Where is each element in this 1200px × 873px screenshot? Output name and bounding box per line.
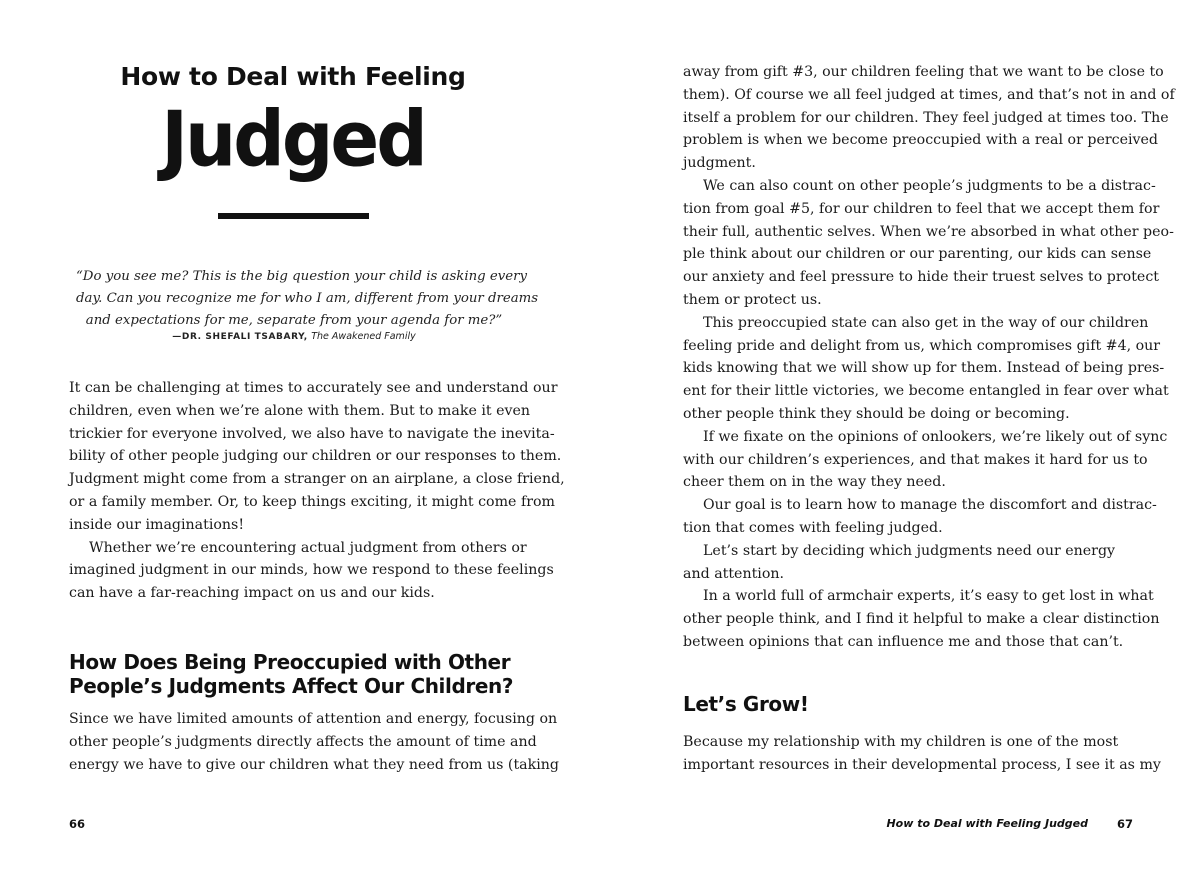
right-body-text-2 <box>683 731 1161 777</box>
body-line: can have a far-reaching impact on us and our kids. <box>69 585 435 602</box>
body-line: tion from goal #5, for our children to feel that we accept them for <box>683 200 1160 217</box>
body-line: kids knowing that we will show up for them. Instead of being pres- <box>683 360 1165 377</box>
body-line: trickier for everyone involved, we also have to navigate the inevita- <box>69 425 555 442</box>
chapter-title: Judged <box>161 94 425 184</box>
body-line: children, even when we’re alone with them. But to make it even <box>69 402 531 419</box>
body-line: ent for their little victories, we become entangled in fear over what <box>683 383 1169 400</box>
chapter-kicker: How to Deal with Feeling <box>120 62 466 91</box>
body-line: In a world full of armchair experts, it’s easy to get lost in what <box>703 588 1154 605</box>
body-line: with our children’s experiences, and that makes it hard for us to <box>683 451 1148 468</box>
body-line: Our goal is to learn how to manage the discomfort and distrac- <box>703 497 1157 514</box>
body-line: energy we have to give our children what they need from us (taking <box>69 756 559 773</box>
body-line: ple think about our children or our parenting, our kids can sense <box>683 246 1152 263</box>
right-page <box>600 0 1200 873</box>
body-line: problem is when we become preoccupied with a real or perceived <box>683 132 1158 149</box>
body-line: If we fixate on the opinions of onlookers, we’re likely out of sync <box>703 428 1168 445</box>
epigraph-line: and expectations for me, separate from your agenda for me?” <box>85 313 503 328</box>
section-heading-preoccupied <box>69 650 529 698</box>
body-line: away from gift #3, our children feeling that we want to be close to <box>683 64 1164 80</box>
title-underline-rule <box>218 213 369 219</box>
page-number-left: 66 <box>69 817 86 831</box>
body-line: It can be challenging at times to accurately see and understand our <box>69 380 558 396</box>
body-line: or a family member. Or, to keep things exciting, it might come from <box>69 493 555 510</box>
epigraph-book-title: The Awakened Family <box>311 331 416 342</box>
epigraph-line: day. Can you recognize me for who I am, different from your dreams <box>76 291 539 306</box>
body-line: cheer them on in the way they need. <box>683 474 946 491</box>
body-line: This preoccupied state can also get in the way of our children <box>703 314 1149 331</box>
body-line: We can also count on other people’s judgments to be a distrac- <box>703 177 1156 194</box>
body-line: other people think, and I find it helpful to make a clear distinction <box>683 611 1160 628</box>
body-line: and attention. <box>683 565 785 582</box>
right-body-text <box>683 61 1175 654</box>
page-number-right: 67 <box>1117 817 1134 831</box>
body-line: judgment. <box>683 155 756 172</box>
body-line: our anxiety and feel pressure to hide their truest selves to protect <box>683 269 1159 286</box>
body-line: imagined judgment in our minds, how we respond to these feelings <box>69 562 554 579</box>
epigraph-quote <box>76 266 539 332</box>
section-heading-lets-grow: Let’s Grow! <box>683 692 809 716</box>
body-line: Because my relationship with my children is one of the most <box>683 734 1119 750</box>
body-line: Let’s start by deciding which judgments need our energy <box>703 542 1116 559</box>
body-line: between opinions that can influence me and those that can’t. <box>683 633 1124 650</box>
body-line: inside our imaginations! <box>69 516 245 533</box>
running-head: How to Deal with Feeling Judged <box>886 817 1088 830</box>
body-line: feeling pride and delight from us, which compromises gift #4, our <box>683 337 1161 354</box>
body-line: tion that comes with feeling judged. <box>683 519 943 536</box>
body-line: Whether we’re encountering actual judgment from others or <box>89 539 527 556</box>
body-line: them or protect us. <box>683 291 822 308</box>
epigraph-line: “Do you see me? This is the big question your child is asking every <box>76 269 528 284</box>
section-heading-line: People’s Judgments Affect Our Children? <box>69 674 514 698</box>
epigraph-author: —DR. SHEFALI TSABARY, <box>172 332 308 342</box>
left-body-text-2 <box>69 708 559 776</box>
epigraph-attribution <box>76 331 512 342</box>
body-line: important resources in their developmental process, I see it as my <box>683 756 1161 773</box>
body-line: their full, authentic selves. When we’re absorbed in what other peo- <box>683 223 1174 240</box>
section-heading-line: How Does Being Preoccupied with Other <box>69 650 511 674</box>
body-line: bility of other people judging our children or our responses to them. <box>69 448 562 465</box>
body-line: Since we have limited amounts of attention and energy, focusing on <box>69 711 558 727</box>
body-line: other people think they should be doing or becoming. <box>683 405 1070 422</box>
body-line: them). Of course we all feel judged at times, and that’s not in and of <box>683 86 1175 103</box>
body-line: itself a problem for our children. They feel judged at times too. The <box>683 109 1169 126</box>
left-body-text <box>69 377 565 605</box>
body-line: Judgment might come from a stranger on an airplane, a close friend, <box>69 471 565 488</box>
body-line: other people’s judgments directly affects the amount of time and <box>69 733 537 750</box>
